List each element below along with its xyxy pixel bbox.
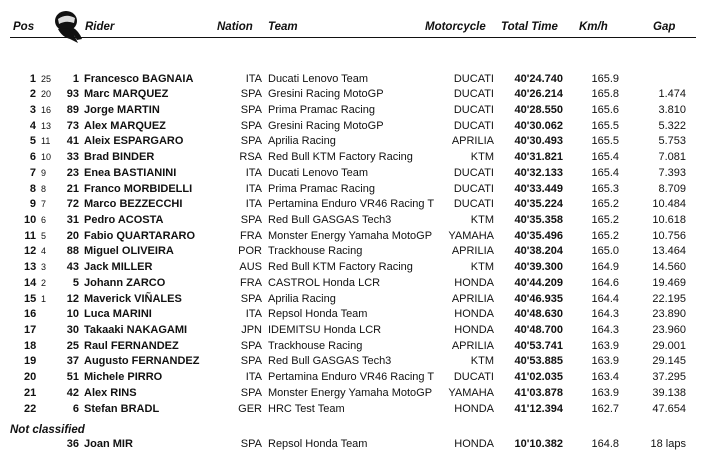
cell-team: Trackhouse Racing <box>268 245 363 258</box>
cell-num: 5 <box>72 276 79 289</box>
cell-team: Prima Pramac Racing <box>268 182 375 195</box>
cell-moto: KTM <box>470 355 494 368</box>
cell-gap: 22.195 <box>652 292 686 305</box>
table-row <box>0 120 704 136</box>
cell-grid: 5 <box>41 230 47 241</box>
table-row <box>0 340 704 356</box>
cell-moto: HONDA <box>454 402 494 415</box>
cell-team: Ducati Lenovo Team <box>268 166 369 179</box>
cell-rider: Alex MARQUEZ <box>84 119 166 132</box>
cell-pos: 20 <box>24 371 37 384</box>
cell-pos: 5 <box>29 135 36 148</box>
cell-rider: Fabio QUARTARARO <box>84 229 196 242</box>
cell-rider: Luca MARINI <box>84 308 152 321</box>
cell-team: Trackhouse Racing <box>268 339 363 352</box>
cell-gap: 39.138 <box>652 386 686 399</box>
cell-moto: DUCATI <box>453 182 494 195</box>
cell-nation: SPA <box>240 339 262 352</box>
table-row <box>0 88 704 104</box>
cell-nation: SPA <box>240 437 262 450</box>
cell-kmh: 163.9 <box>591 339 619 352</box>
cell-pos: 14 <box>24 276 37 289</box>
cell-nation: SPA <box>240 135 262 148</box>
cell-grid: 6 <box>41 214 47 225</box>
cell-num: 41 <box>66 135 79 148</box>
cell-rider: Enea BASTIANINI <box>84 166 177 179</box>
cell-time: 40'30.062 <box>514 119 563 132</box>
cell-rider: Stefan BRADL <box>84 402 160 415</box>
cell-rider: Francesco BAGNAIA <box>84 72 194 85</box>
cell-grid: 8 <box>41 183 47 194</box>
header-team: Team <box>268 21 298 33</box>
cell-grid: 7 <box>41 199 47 210</box>
cell-moto: DUCATI <box>453 198 494 211</box>
table-row <box>0 261 704 277</box>
cell-team: Red Bull GASGAS Tech3 <box>268 355 392 368</box>
cell-rider: Jack MILLER <box>84 261 153 274</box>
cell-moto: DUCATI <box>453 371 494 384</box>
cell-team: Ducati Lenovo Team <box>268 72 369 85</box>
header-nation: Nation <box>217 21 253 33</box>
cell-nation: SPA <box>240 88 262 101</box>
cell-team: Gresini Racing MotoGP <box>268 88 384 101</box>
cell-rider: Brad BINDER <box>84 151 155 164</box>
cell-kmh: 165.9 <box>591 72 619 85</box>
cell-team: Repsol Honda Team <box>268 308 368 321</box>
cell-grid: 16 <box>41 104 52 115</box>
cell-moto: APRILIA <box>451 245 494 258</box>
cell-rider: Alex RINS <box>84 386 137 399</box>
cell-kmh: 165.8 <box>591 88 619 101</box>
cell-num: 51 <box>66 371 79 384</box>
cell-time: 40'48.700 <box>514 324 563 337</box>
cell-rider: Johann ZARCO <box>84 276 166 289</box>
cell-time: 40'33.449 <box>514 182 563 195</box>
cell-pos: 17 <box>24 324 37 337</box>
table-row <box>0 308 704 324</box>
cell-gap: 47.654 <box>652 402 686 415</box>
cell-team: Monster Energy Yamaha MotoGP <box>268 229 433 242</box>
cell-time: 40'35.224 <box>514 198 563 211</box>
cell-team: Red Bull KTM Factory Racing <box>268 151 413 164</box>
cell-grid: 20 <box>41 89 52 100</box>
cell-nation: GER <box>238 402 262 415</box>
cell-time: 40'39.300 <box>514 261 563 274</box>
cell-kmh: 165.4 <box>591 166 619 179</box>
cell-time: 40'38.204 <box>514 245 563 258</box>
cell-pos: 16 <box>24 308 37 321</box>
cell-grid: 2 <box>41 277 47 288</box>
cell-nation: SPA <box>240 119 262 132</box>
cell-num: 1 <box>72 72 79 85</box>
cell-moto: YAMAHA <box>448 386 494 399</box>
table-row <box>0 387 704 403</box>
cell-team: Aprilia Racing <box>268 292 336 305</box>
cell-pos: 19 <box>24 355 37 368</box>
cell-kmh: 165.5 <box>591 135 619 148</box>
cell-num: 31 <box>66 213 79 226</box>
header-rider: Rider <box>85 21 115 33</box>
cell-time: 40'53.885 <box>514 355 563 368</box>
header-gap: Gap <box>653 21 676 33</box>
cell-kmh: 163.9 <box>591 355 619 368</box>
cell-pos: 4 <box>29 119 36 132</box>
cell-kmh: 164.8 <box>591 437 619 450</box>
cell-moto: HONDA <box>454 308 494 321</box>
cell-rider: Jorge MARTIN <box>84 103 160 116</box>
cell-num: 88 <box>66 245 79 258</box>
cell-pos: 8 <box>29 182 36 195</box>
cell-team: Red Bull KTM Factory Racing <box>268 261 413 274</box>
cell-gap: 29.001 <box>652 339 686 352</box>
cell-num: 43 <box>66 261 79 274</box>
cell-num: 10 <box>66 308 79 321</box>
cell-nation: RSA <box>239 151 262 164</box>
cell-kmh: 163.4 <box>591 371 619 384</box>
cell-gap: 37.295 <box>652 371 686 384</box>
cell-num: 93 <box>66 88 79 101</box>
table-row <box>0 293 704 309</box>
cell-gap: 8.709 <box>658 182 686 195</box>
cell-team: CASTROL Honda LCR <box>268 276 381 289</box>
cell-nation: FRA <box>240 229 262 242</box>
cell-pos: 2 <box>29 88 36 101</box>
cell-nation: SPA <box>240 386 262 399</box>
cell-gap: 10.484 <box>652 198 686 211</box>
cell-moto: KTM <box>470 213 494 226</box>
table-row <box>0 167 704 183</box>
cell-kmh: 165.2 <box>591 213 619 226</box>
cell-gap: 3.810 <box>658 103 686 116</box>
table-row <box>0 104 704 120</box>
cell-gap: 10.618 <box>652 213 686 226</box>
header-kmh: Km/h <box>579 21 608 33</box>
cell-nation: SPA <box>240 355 262 368</box>
cell-rider: Michele PIRRO <box>84 371 163 384</box>
cell-rider: Aleix ESPARGARO <box>84 135 184 148</box>
cell-rider: Pedro ACOSTA <box>84 213 164 226</box>
cell-moto: DUCATI <box>453 166 494 179</box>
cell-rider: Marco BEZZECCHI <box>84 198 183 211</box>
header-total-time: Total Time <box>501 21 558 33</box>
cell-nation: ITA <box>245 198 262 211</box>
cell-nation: FRA <box>240 276 262 289</box>
header-rule <box>10 37 696 38</box>
cell-moto: DUCATI <box>453 72 494 85</box>
cell-kmh: 165.3 <box>591 182 619 195</box>
cell-grid: 9 <box>41 167 47 178</box>
cell-moto: HONDA <box>454 324 494 337</box>
cell-num: 89 <box>66 103 79 116</box>
cell-team: IDEMITSU Honda LCR <box>268 324 382 337</box>
cell-rider: Marc MARQUEZ <box>84 88 169 101</box>
cell-pos: 9 <box>29 198 36 211</box>
cell-team: Aprilia Racing <box>268 135 336 148</box>
cell-kmh: 164.6 <box>591 276 619 289</box>
cell-pos: 22 <box>24 402 37 415</box>
cell-gap: 7.393 <box>658 166 686 179</box>
cell-moto: DUCATI <box>453 88 494 101</box>
cell-moto: APRILIA <box>451 135 494 148</box>
cell-num: 21 <box>66 182 79 195</box>
table-row <box>0 371 704 387</box>
cell-num: 30 <box>66 324 79 337</box>
cell-rider: Augusto FERNANDEZ <box>84 355 200 368</box>
cell-nation: ITA <box>245 72 262 85</box>
table-row <box>0 355 704 371</box>
cell-gap: 23.960 <box>652 324 686 337</box>
cell-pos: 18 <box>24 339 37 352</box>
cell-gap: 5.753 <box>658 135 686 148</box>
cell-time: 40'35.358 <box>514 213 563 226</box>
cell-nation: SPA <box>240 103 262 116</box>
cell-time: 40'28.550 <box>514 103 563 116</box>
cell-team: HRC Test Team <box>268 402 345 415</box>
cell-grid: 10 <box>41 152 52 163</box>
cell-rider: Franco MORBIDELLI <box>84 182 193 195</box>
cell-moto: HONDA <box>454 437 494 450</box>
table-row <box>0 438 704 454</box>
cell-nation: AUS <box>239 261 262 274</box>
cell-time: 40'24.740 <box>514 72 563 85</box>
cell-gap: 29.145 <box>652 355 686 368</box>
cell-team: Pertamina Enduro VR46 Racing T <box>268 371 435 384</box>
cell-team: Monster Energy Yamaha MotoGP <box>268 386 433 399</box>
cell-num: 73 <box>66 119 79 132</box>
cell-time: 40'32.133 <box>514 166 563 179</box>
cell-kmh: 165.2 <box>591 198 619 211</box>
cell-gap: 19.469 <box>652 276 686 289</box>
table-row <box>0 245 704 261</box>
cell-gap: 13.464 <box>652 245 686 258</box>
cell-pos: 15 <box>24 292 37 305</box>
cell-team: Repsol Honda Team <box>268 437 368 450</box>
cell-num: 42 <box>66 386 79 399</box>
table-row <box>0 183 704 199</box>
cell-team: Gresini Racing MotoGP <box>268 119 384 132</box>
cell-kmh: 165.2 <box>591 229 619 242</box>
cell-rider: Takaaki NAKAGAMI <box>84 324 188 337</box>
cell-kmh: 164.3 <box>591 324 619 337</box>
cell-grid: 13 <box>41 120 52 131</box>
cell-rider: Miguel OLIVEIRA <box>84 245 174 258</box>
cell-moto: KTM <box>470 151 494 164</box>
cell-pos: 3 <box>29 103 36 116</box>
cell-nation: SPA <box>240 213 262 226</box>
cell-gap: 7.081 <box>658 151 686 164</box>
cell-nation: ITA <box>245 166 262 179</box>
cell-rider: Raul FERNANDEZ <box>84 339 179 352</box>
cell-num: 72 <box>66 198 79 211</box>
cell-pos: 7 <box>29 166 36 179</box>
table-row <box>0 403 704 419</box>
cell-nation: SPA <box>240 292 262 305</box>
cell-gap: 18 laps <box>650 437 686 450</box>
cell-team: Red Bull GASGAS Tech3 <box>268 213 392 226</box>
table-row <box>0 230 704 246</box>
cell-moto: HONDA <box>454 276 494 289</box>
cell-time: 40'53.741 <box>514 339 563 352</box>
cell-time: 40'46.935 <box>514 292 563 305</box>
cell-kmh: 165.5 <box>591 119 619 132</box>
cell-time: 41'02.035 <box>514 371 563 384</box>
cell-gap: 5.322 <box>658 119 686 132</box>
cell-kmh: 164.4 <box>591 292 619 305</box>
cell-team: Pertamina Enduro VR46 Racing T <box>268 198 435 211</box>
cell-time: 41'12.394 <box>514 402 563 415</box>
table-row <box>0 324 704 340</box>
cell-kmh: 162.7 <box>591 402 619 415</box>
cell-pos: 13 <box>24 261 37 274</box>
cell-kmh: 164.3 <box>591 308 619 321</box>
table-row <box>0 214 704 230</box>
cell-moto: KTM <box>470 261 494 274</box>
table-row <box>0 151 704 167</box>
cell-nation: ITA <box>245 308 262 321</box>
not-classified-label: Not classified <box>10 424 85 436</box>
header-pos: Pos <box>13 21 35 33</box>
cell-time: 40'44.209 <box>514 276 563 289</box>
cell-num: 12 <box>66 292 79 305</box>
cell-gap: 10.756 <box>652 229 686 242</box>
cell-time: 40'31.821 <box>514 151 563 164</box>
cell-grid: 4 <box>41 246 47 257</box>
table-row <box>0 277 704 293</box>
cell-pos: 1 <box>29 72 36 85</box>
cell-moto: APRILIA <box>451 292 494 305</box>
cell-time: 40'48.630 <box>514 308 563 321</box>
cell-time: 40'30.493 <box>514 135 563 148</box>
cell-time: 41'03.878 <box>514 386 563 399</box>
table-row <box>0 135 704 151</box>
table-row <box>0 198 704 214</box>
cell-time: 40'26.214 <box>514 88 563 101</box>
cell-num: 33 <box>66 151 79 164</box>
cell-pos: 21 <box>24 386 37 399</box>
cell-team: Prima Pramac Racing <box>268 103 375 116</box>
cell-kmh: 165.4 <box>591 151 619 164</box>
cell-moto: APRILIA <box>451 339 494 352</box>
rider-helmet-icon <box>52 9 84 45</box>
cell-moto: YAMAHA <box>448 229 494 242</box>
cell-kmh: 163.9 <box>591 386 619 399</box>
cell-grid: 25 <box>41 73 52 84</box>
cell-pos: 10 <box>24 213 37 226</box>
cell-kmh: 164.9 <box>591 261 619 274</box>
cell-nation: ITA <box>245 371 262 384</box>
cell-grid: 3 <box>41 262 47 273</box>
cell-num: 37 <box>66 355 79 368</box>
cell-num: 23 <box>66 166 79 179</box>
cell-kmh: 165.6 <box>591 103 619 116</box>
cell-rider: Joan MIR <box>84 437 133 450</box>
cell-grid: 11 <box>41 136 51 147</box>
cell-pos: 12 <box>24 245 37 258</box>
cell-gap: 23.890 <box>652 308 686 321</box>
table-row <box>0 73 704 89</box>
cell-num: 36 <box>66 437 79 450</box>
cell-rider: Maverick VIÑALES <box>84 292 182 305</box>
cell-nation: ITA <box>245 182 262 195</box>
cell-time: 40'35.496 <box>514 229 563 242</box>
cell-gap: 1.474 <box>658 88 686 101</box>
cell-moto: DUCATI <box>453 103 494 116</box>
cell-pos: 6 <box>29 151 36 164</box>
cell-kmh: 165.0 <box>591 245 619 258</box>
cell-gap: 14.560 <box>652 261 686 274</box>
cell-num: 6 <box>72 402 79 415</box>
cell-nation: POR <box>238 245 262 258</box>
cell-num: 20 <box>66 229 79 242</box>
cell-pos: 11 <box>24 229 36 242</box>
cell-time: 10'10.382 <box>514 437 563 450</box>
cell-num: 25 <box>66 339 79 352</box>
header-motorcycle: Motorcycle <box>425 21 486 33</box>
cell-grid: 1 <box>41 293 47 304</box>
cell-moto: DUCATI <box>453 119 494 132</box>
cell-nation: JPN <box>241 324 262 337</box>
